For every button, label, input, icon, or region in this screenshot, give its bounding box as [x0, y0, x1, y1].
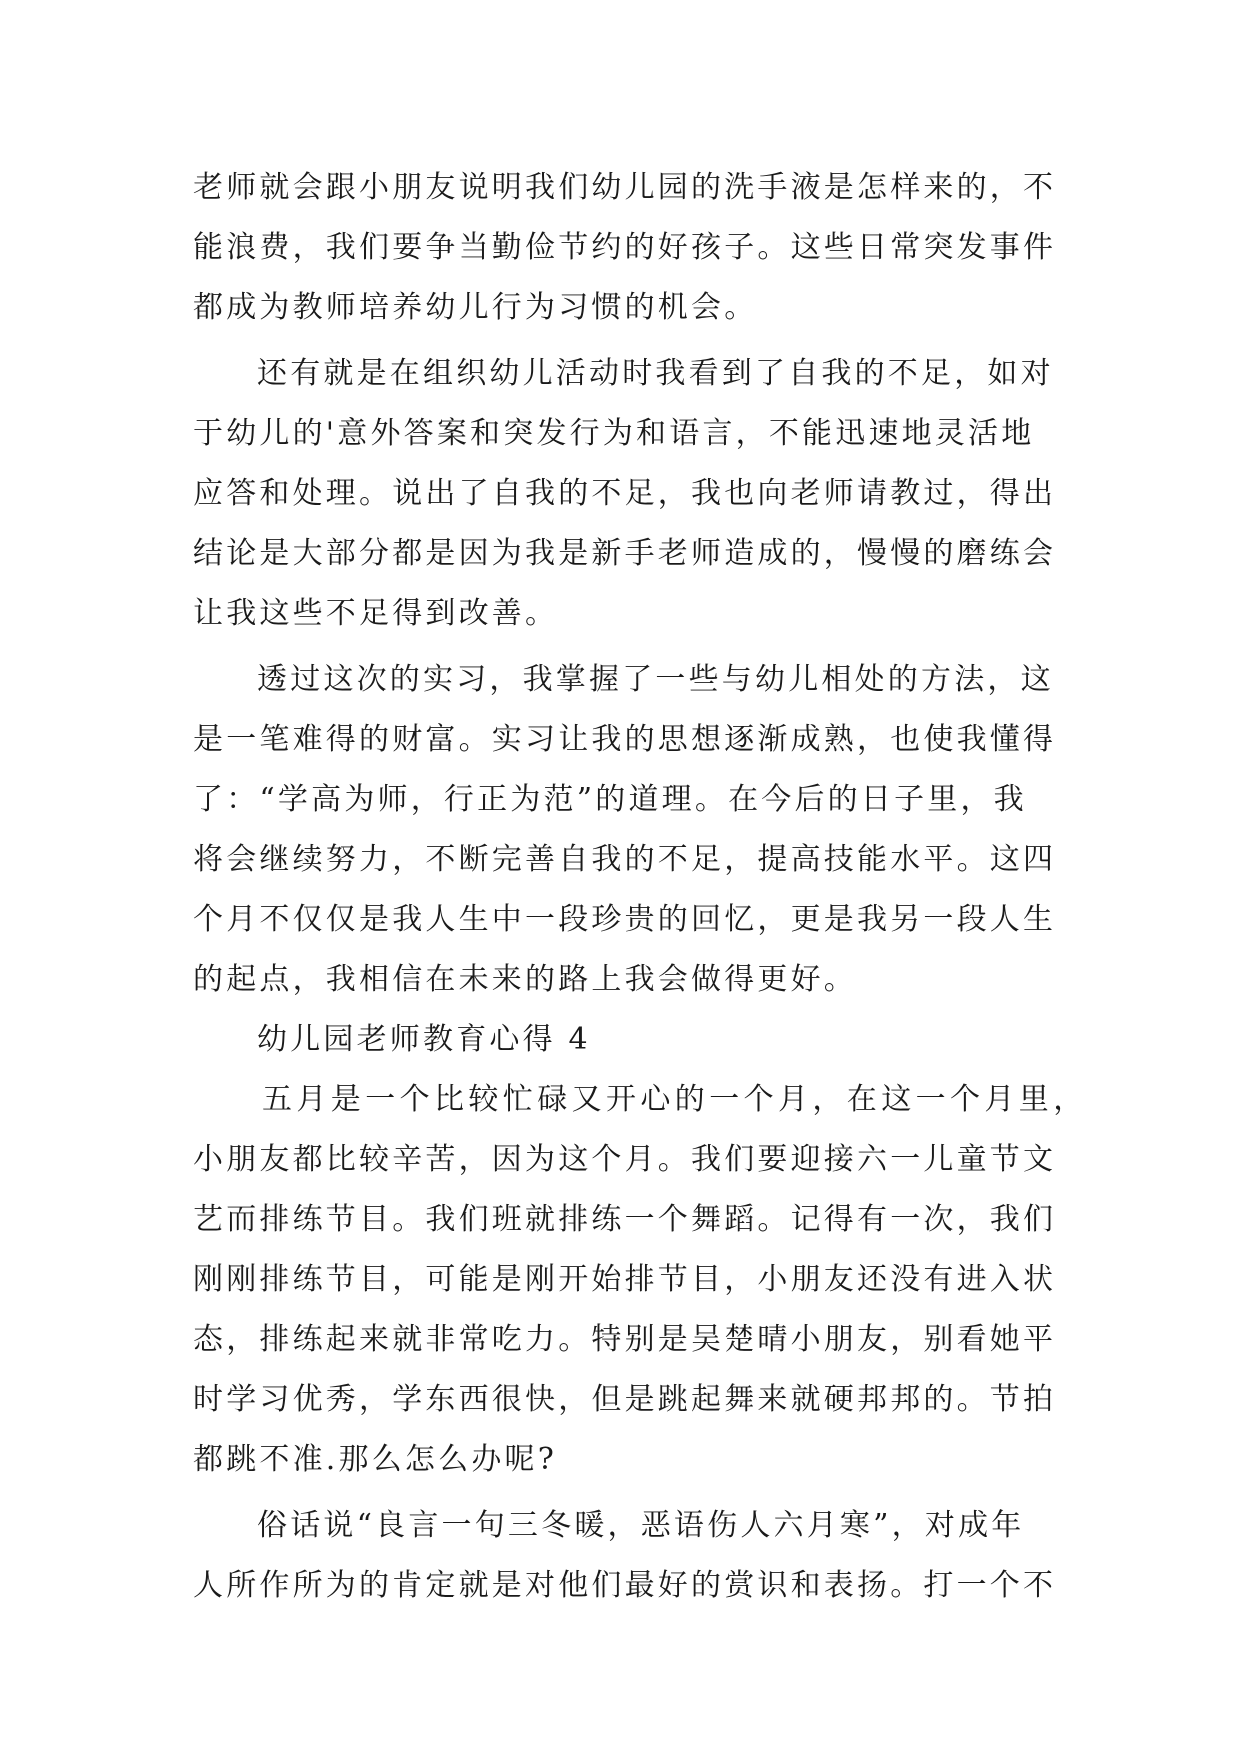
text-line: 老师就会跟小朋友说明我们幼儿园的洗手液是怎样来的，不 [193, 170, 1057, 205]
paragraph-start-line: 五月是一个比较忙碌又开心的一个月，在这一个月里， [262, 1082, 1088, 1117]
text-line: 了：“学高为师，行正为范”的道理。在今后的日子里，我 [193, 782, 1027, 817]
paragraph-start-line: 透过这次的实习，我掌握了一些与幼儿相处的方法，这 [257, 662, 1054, 697]
text-line: 结论是大部分都是因为我是新手老师造成的，慢慢的磨练会 [193, 536, 1057, 571]
text-line: 小朋友都比较辛苦，因为这个月。我们要迎接六一儿童节文 [193, 1142, 1057, 1177]
text-line: 时学习优秀，学东西很快，但是跳起舞来就硬邦邦的。节拍 [193, 1382, 1057, 1417]
paragraph-start-line: 还有就是在组织幼儿活动时我看到了自我的不足，如对 [257, 356, 1054, 391]
text-line: 个月不仅仅是我人生中一段珍贵的回忆，更是我另一段人生 [193, 902, 1057, 937]
text-line: 态，排练起来就非常吃力。特别是吴楚晴小朋友，别看她平 [193, 1322, 1057, 1357]
text-line: 于幼儿的'意外答案和突发行为和语言，不能迅速地灵活地 [193, 416, 1035, 451]
paragraph-start-line: 俗话说“良言一句三冬暖，恶语伤人六月寒”，对成年 [257, 1508, 1025, 1543]
text-line: 的起点，我相信在未来的路上我会做得更好。 [193, 962, 857, 997]
text-line: 人所作所为的肯定就是对他们最好的赏识和表扬。打一个不 [193, 1568, 1057, 1603]
section-heading: 幼儿园老师教育心得 4 [257, 1022, 591, 1057]
text-line: 刚刚排练节目，可能是刚开始排节目，小朋友还没有进入状 [193, 1262, 1057, 1297]
text-line: 都跳不准.那么怎么办呢? [193, 1442, 558, 1477]
text-line: 应答和处理。说出了自我的不足，我也向老师请教过，得出 [193, 476, 1057, 511]
text-line: 是一笔难得的财富。实习让我的思想逐渐成熟，也使我懂得 [193, 722, 1057, 757]
text-line: 艺而排练节目。我们班就排练一个舞蹈。记得有一次，我们 [193, 1202, 1057, 1237]
text-line: 都成为教师培养幼儿行为习惯的机会。 [193, 290, 758, 325]
text-line: 将会继续努力，不断完善自我的不足，提高技能水平。这四 [193, 842, 1057, 877]
text-line: 能浪费，我们要争当勤俭节约的好孩子。这些日常突发事件 [193, 230, 1057, 265]
text-line: 让我这些不足得到改善。 [193, 596, 559, 631]
